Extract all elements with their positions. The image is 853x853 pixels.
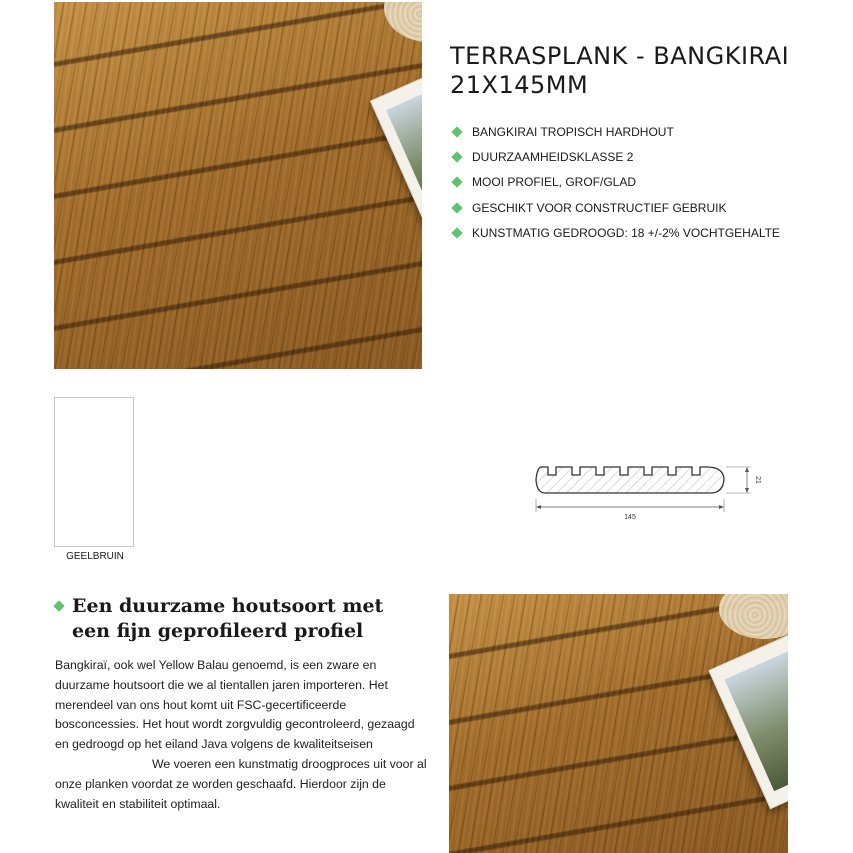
product-photo-bottom (449, 594, 788, 853)
feature-item: BANGKIRAI TROPISCH HARDHOUT (450, 119, 830, 144)
section-body-part1: Bangkiraï, ook wel Yellow Balau genoemd, is een zware en duurzame houtsoort die we al tientallen jaren importeren. Het merendeel van ons hout komt uit FSC-gecertificeerde bosconcessies. Het hout wordt zorgvuldig gecontroleerd, gezaagd en gedroogd op het eiland Java volgens de kwaliteitseisen (55, 658, 415, 752)
feature-list (450, 119, 830, 246)
profile-width-label: 145 (624, 514, 636, 521)
decor-magazine (708, 621, 788, 809)
section-heading-line2: een fijn geprofileerd profiel (72, 620, 364, 642)
diamond-bullet-icon (451, 228, 462, 239)
section-body (55, 656, 427, 814)
product-title (450, 42, 830, 100)
product-title-line2: 21X145MM (450, 71, 589, 99)
product-photo-top (54, 2, 422, 369)
diamond-bullet-icon (451, 177, 462, 188)
feature-item: MOOI PROFIEL, GROF/GLAD (450, 170, 830, 195)
profile-diagram (525, 455, 765, 530)
decor-tassel (719, 594, 788, 639)
feature-item: GESCHIKT VOOR CONSTRUCTIEF GEBRUIK (450, 195, 830, 220)
feature-item: KUNSTMATIG GEDROOGD: 18 +/-2% VOCHTGEHALTE (450, 221, 830, 246)
diamond-bullet-icon (451, 126, 462, 137)
color-swatch (54, 397, 134, 547)
diamond-bullet-icon (451, 202, 462, 213)
color-swatch-label: GEELBRUIN (66, 551, 124, 562)
product-title-line1: TERRASPLANK - BANGKIRAI (450, 42, 790, 70)
section-body-part2: We voeren een kunstmatig droogproces uit voor al onze planken voordat ze worden geschaafd. Hierdoor zijn de kwaliteit en stabiliteit optimaal. (55, 756, 427, 811)
profile-height-label: 21 (754, 476, 761, 484)
decor-magazine (370, 55, 422, 230)
decor-tassel (384, 2, 422, 42)
section-heading (56, 594, 416, 644)
section-heading-line1: Een duurzame houtsoort met (72, 595, 384, 617)
diamond-bullet-icon (451, 151, 462, 162)
feature-item: DUURZAAMHEIDSKLASSE 2 (450, 144, 830, 169)
